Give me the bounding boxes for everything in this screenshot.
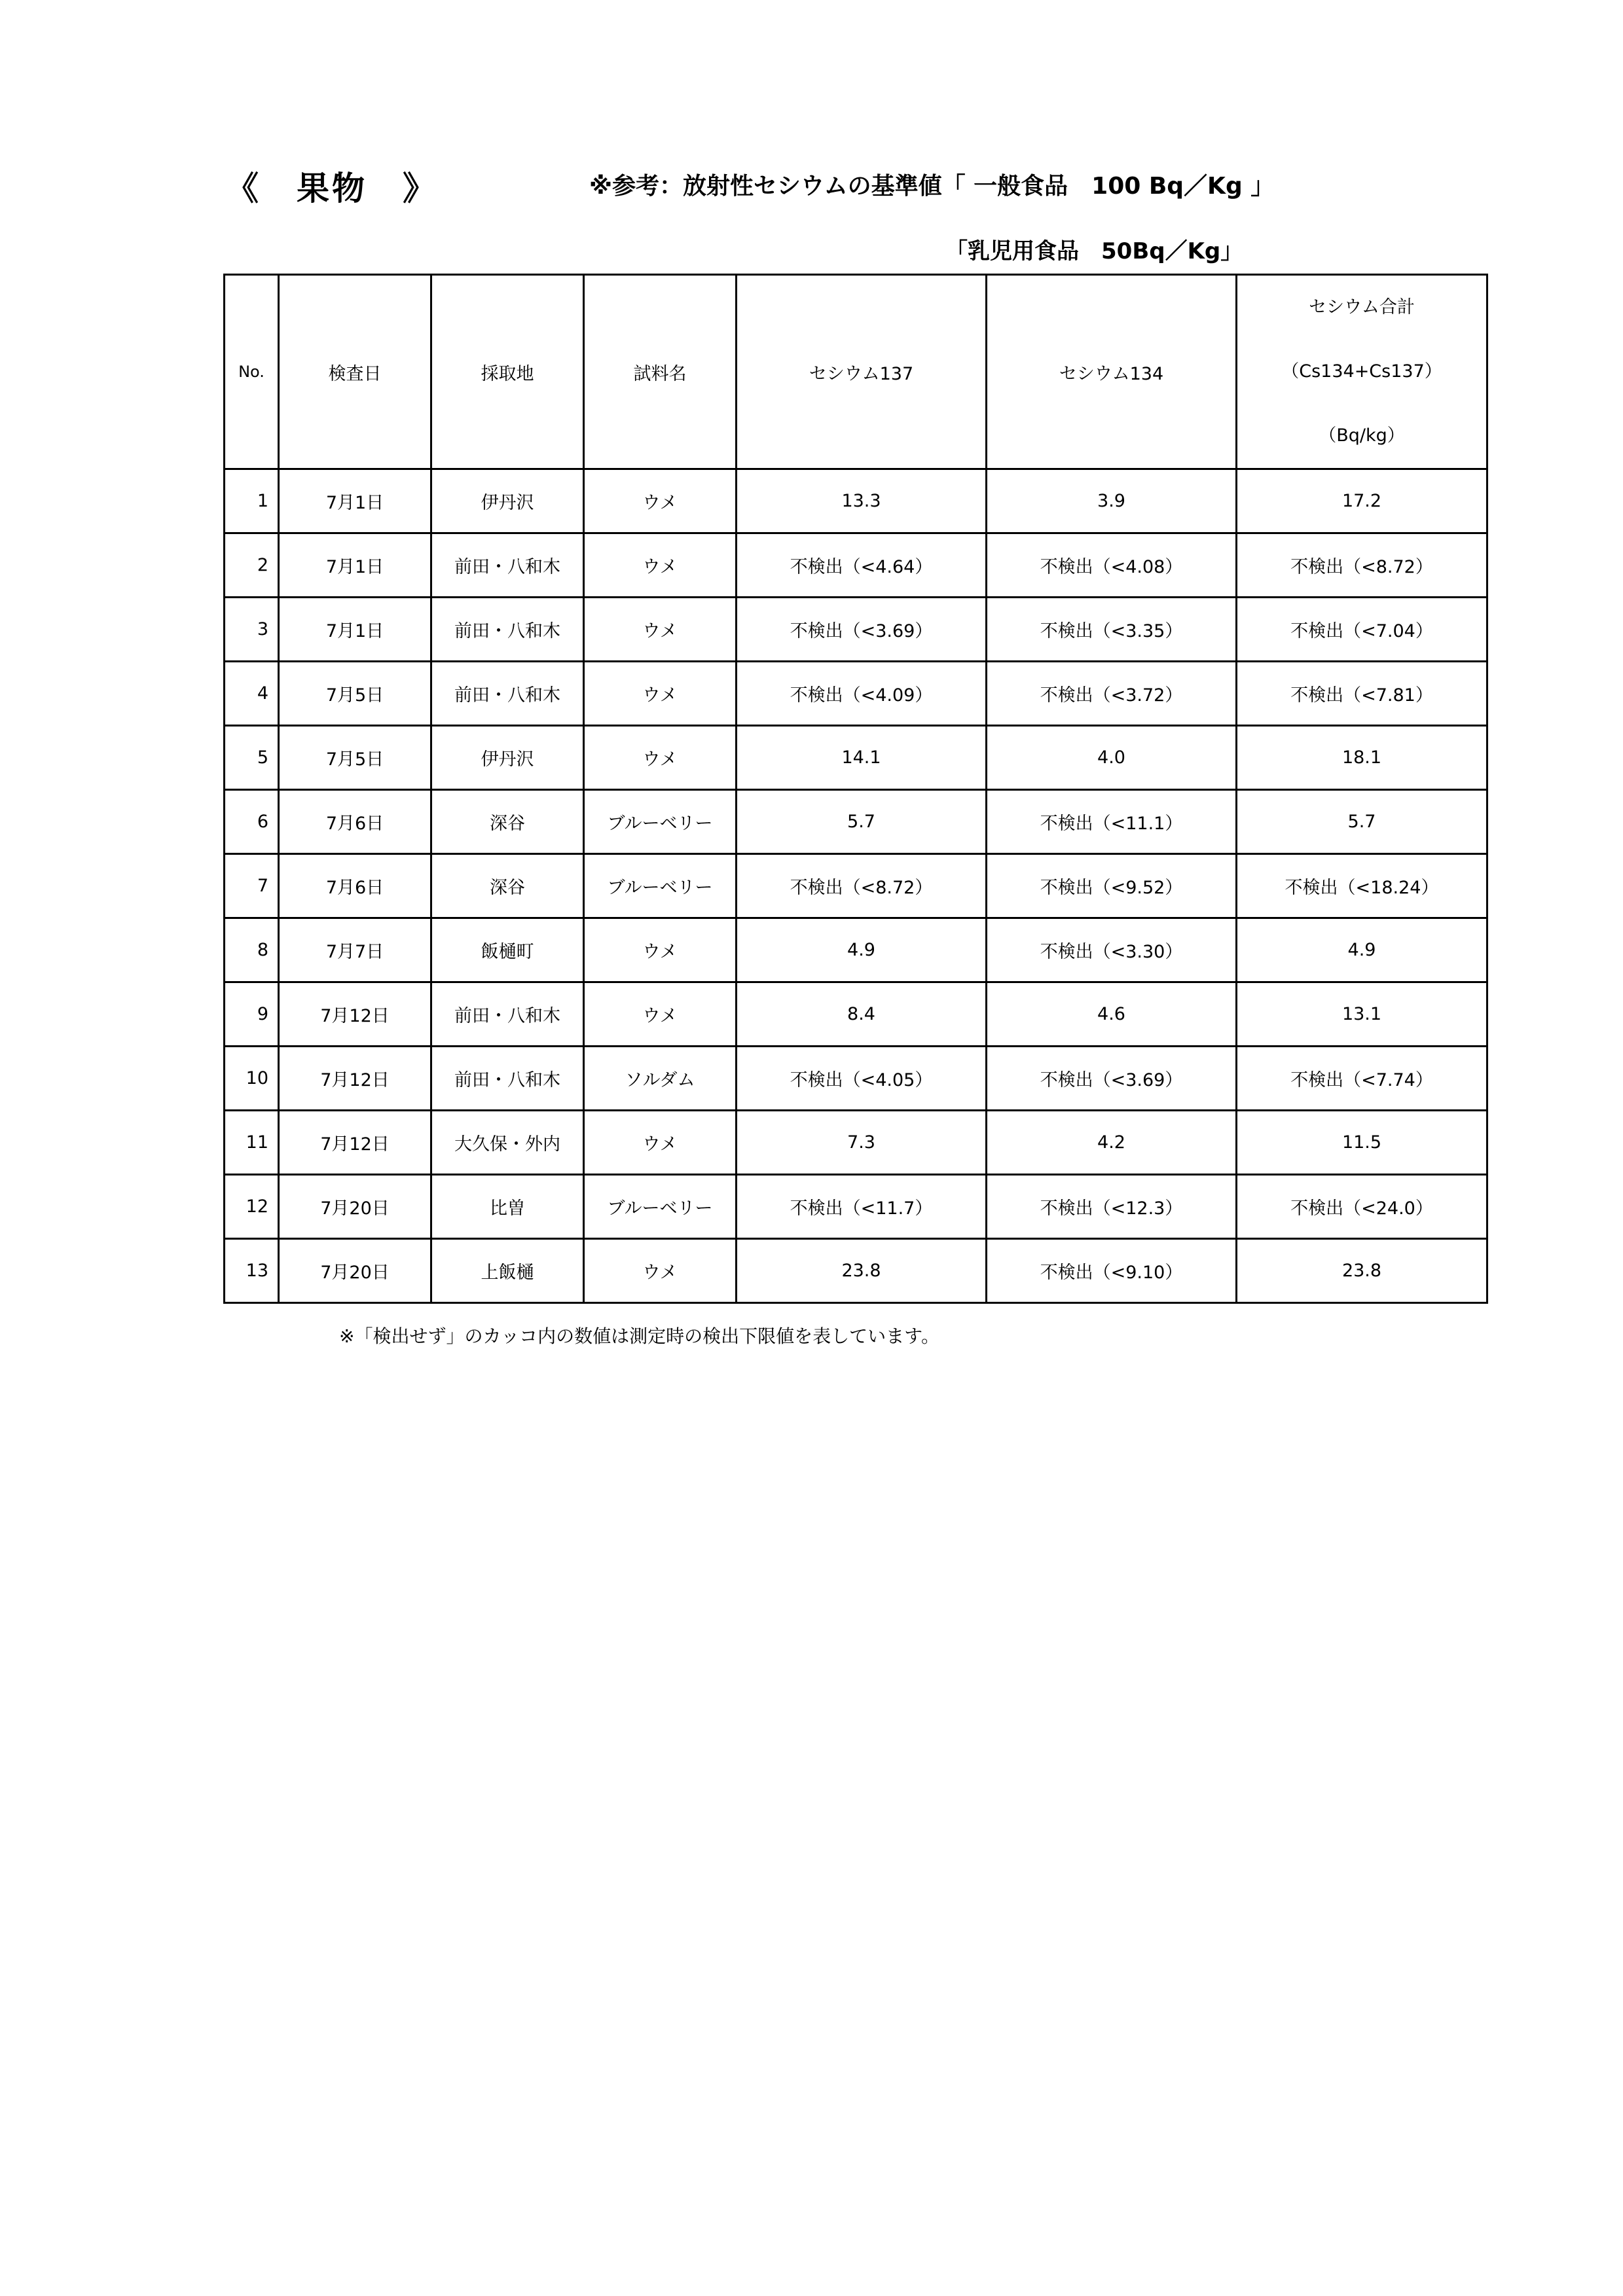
cell-total: 5.7	[1237, 790, 1487, 854]
cell-location: 伊丹沢	[431, 726, 584, 790]
table-row	[225, 854, 1487, 918]
cell-total: 不検出（<7.04）	[1237, 598, 1487, 662]
cell-location: 深谷	[431, 854, 584, 918]
cell-cs137: 13.3	[737, 469, 987, 533]
cell-location: 飯樋町	[431, 918, 584, 982]
header-cs137: セシウム137	[737, 275, 987, 469]
cell-location: 大久保・外内	[431, 1111, 584, 1175]
cell-total: 不検出（<24.0）	[1237, 1175, 1487, 1239]
cell-no: 12	[225, 1175, 279, 1239]
header-sample: 試料名	[584, 275, 737, 469]
table-row	[225, 726, 1487, 790]
cell-date: 7月20日	[279, 1175, 431, 1239]
cell-cs134: 不検出（<3.30）	[987, 918, 1237, 982]
cell-cs137: 不検出（<4.64）	[737, 533, 987, 598]
cell-cs134: 不検出（<12.3）	[987, 1175, 1237, 1239]
cell-no: 5	[225, 726, 279, 790]
cell-no: 4	[225, 662, 279, 726]
cell-location: 前田・八和木	[431, 598, 584, 662]
cell-date: 7月6日	[279, 854, 431, 918]
cell-cs134: 4.0	[987, 726, 1237, 790]
header-total	[1237, 275, 1487, 469]
cell-location: 前田・八和木	[431, 533, 584, 598]
cell-total: 17.2	[1237, 469, 1487, 533]
cell-date: 7月20日	[279, 1239, 431, 1303]
table-row	[225, 598, 1487, 662]
cell-cs137: 不検出（<4.05）	[737, 1047, 987, 1111]
table-header-row	[225, 275, 1487, 469]
cell-cs134: 不検出（<3.69）	[987, 1047, 1237, 1111]
table-row	[225, 982, 1487, 1047]
cell-location: 深谷	[431, 790, 584, 854]
header-date: 検査日	[279, 275, 431, 469]
cell-cs137: 不検出（<8.72）	[737, 854, 987, 918]
cell-no: 7	[225, 854, 279, 918]
table-row	[225, 1175, 1487, 1239]
cell-cs134: 不検出（<11.1）	[987, 790, 1237, 854]
results-table	[223, 274, 1488, 1304]
cell-cs137: 不検出（<3.69）	[737, 598, 987, 662]
cell-sample: ウメ	[584, 598, 737, 662]
cell-no: 10	[225, 1047, 279, 1111]
cell-cs137: 不検出（<4.09）	[737, 662, 987, 726]
cell-date: 7月6日	[279, 790, 431, 854]
cell-sample: ブルーベリー	[584, 790, 737, 854]
cell-date: 7月12日	[279, 1111, 431, 1175]
cell-sample: ウメ	[584, 662, 737, 726]
cell-sample: ブルーベリー	[584, 1175, 737, 1239]
cell-sample: ブルーベリー	[584, 854, 737, 918]
cell-sample: ウメ	[584, 982, 737, 1047]
header-cs134: セシウム134	[987, 275, 1237, 469]
footnote: ※「検出せず」のカッコ内の数値は測定時の検出下限値を表しています。	[339, 1325, 939, 1347]
table-row	[225, 533, 1487, 598]
cell-cs134: 不検出（<3.35）	[987, 598, 1237, 662]
cell-cs137: 4.9	[737, 918, 987, 982]
cell-cs137: 7.3	[737, 1111, 987, 1175]
cell-cs137: 不検出（<11.7）	[737, 1175, 987, 1239]
page-title: 《 果物 》	[226, 170, 438, 207]
cell-sample: ウメ	[584, 918, 737, 982]
cell-cs134: 3.9	[987, 469, 1237, 533]
cell-sample: ウメ	[584, 1239, 737, 1303]
cell-total: 23.8	[1237, 1239, 1487, 1303]
cell-date: 7月1日	[279, 598, 431, 662]
cell-total: 不検出（<7.81）	[1237, 662, 1487, 726]
cell-date: 7月7日	[279, 918, 431, 982]
cell-no: 2	[225, 533, 279, 598]
reference-limit-general: ※参考：放射性セシウムの基準値「 一般食品 100 Bq／Kg 」	[589, 173, 1275, 200]
cell-sample: ウメ	[584, 469, 737, 533]
cell-sample: ウメ	[584, 726, 737, 790]
cell-no: 9	[225, 982, 279, 1047]
cell-cs134: 不検出（<4.08）	[987, 533, 1237, 598]
cell-location: 比曽	[431, 1175, 584, 1239]
header-total-unit: （Bq/kg）	[1319, 425, 1405, 446]
header-total-formula: （Cs134+Cs137）	[1281, 361, 1442, 382]
cell-sample: ウメ	[584, 1111, 737, 1175]
header-location: 採取地	[431, 275, 584, 469]
cell-no: 3	[225, 598, 279, 662]
cell-no: 1	[225, 469, 279, 533]
cell-total: 不検出（<7.74）	[1237, 1047, 1487, 1111]
cell-date: 7月12日	[279, 1047, 431, 1111]
table-row	[225, 918, 1487, 982]
cell-date: 7月12日	[279, 982, 431, 1047]
cell-date: 7月5日	[279, 662, 431, 726]
cell-total: 4.9	[1237, 918, 1487, 982]
cell-no: 8	[225, 918, 279, 982]
cell-no: 6	[225, 790, 279, 854]
cell-no: 11	[225, 1111, 279, 1175]
cell-sample: ウメ	[584, 533, 737, 598]
cell-cs137: 5.7	[737, 790, 987, 854]
header-no: No.	[225, 275, 279, 469]
cell-date: 7月1日	[279, 533, 431, 598]
cell-total: 11.5	[1237, 1111, 1487, 1175]
table-row	[225, 1047, 1487, 1111]
cell-cs137: 14.1	[737, 726, 987, 790]
table-row	[225, 469, 1487, 533]
cell-location: 上飯樋	[431, 1239, 584, 1303]
cell-date: 7月5日	[279, 726, 431, 790]
cell-cs134: 4.2	[987, 1111, 1237, 1175]
cell-total: 13.1	[1237, 982, 1487, 1047]
table-row	[225, 662, 1487, 726]
table-body	[225, 469, 1487, 1303]
header-total-title: セシウム合計	[1309, 297, 1415, 317]
table-row	[225, 1239, 1487, 1303]
cell-location: 前田・八和木	[431, 1047, 584, 1111]
cell-total: 不検出（<8.72）	[1237, 533, 1487, 598]
cell-cs137: 23.8	[737, 1239, 987, 1303]
table-row	[225, 790, 1487, 854]
cell-cs134: 4.6	[987, 982, 1237, 1047]
cell-cs137: 8.4	[737, 982, 987, 1047]
cell-total: 不検出（<18.24）	[1237, 854, 1487, 918]
cell-location: 伊丹沢	[431, 469, 584, 533]
reference-limit-infant: 「乳児用食品 50Bq／Kg」	[945, 238, 1243, 264]
cell-date: 7月1日	[279, 469, 431, 533]
cell-location: 前田・八和木	[431, 982, 584, 1047]
table-row	[225, 1111, 1487, 1175]
cell-sample: ソルダム	[584, 1047, 737, 1111]
cell-cs134: 不検出（<9.10）	[987, 1239, 1237, 1303]
cell-no: 13	[225, 1239, 279, 1303]
cell-cs134: 不検出（<9.52）	[987, 854, 1237, 918]
cell-cs134: 不検出（<3.72）	[987, 662, 1237, 726]
cell-total: 18.1	[1237, 726, 1487, 790]
cell-location: 前田・八和木	[431, 662, 584, 726]
